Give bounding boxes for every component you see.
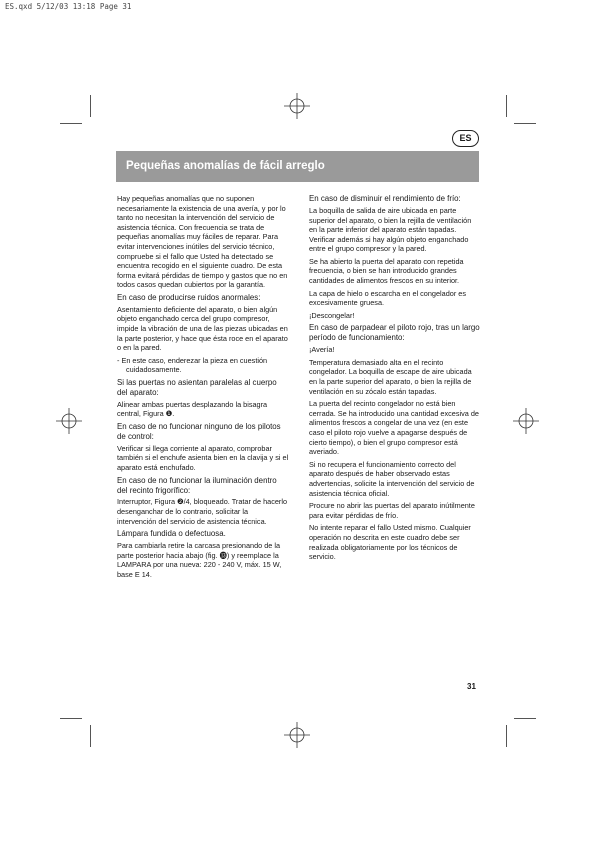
- crop-mark: [60, 123, 82, 124]
- crop-mark: [514, 123, 536, 124]
- paragraph: ¡Descongelar!: [309, 310, 355, 320]
- paragraph: La boquilla de salida de aire ubicada en parte superior del aparato, o bien la rejilla de ventilación en la parte inferior del aparato están tapadas. Verificar además si hay algún objeto enganchado entre el grupo compresor y la pared.: [309, 205, 472, 254]
- section-heading: En caso de parpadear el piloto rojo, tras un largo período de funcionamiento:: [309, 323, 480, 343]
- language-badge: ES: [452, 130, 479, 147]
- left-column: [117, 194, 289, 582]
- paragraph: La puerta del recinto congelador no está bien cerrada. Se ha introducido una cantidad excesiva de alimentos frescos a congelar de una vez (en este caso el piloto rojo vuelve a apagarse después de cierto tiempo), o bien el grupo compresor está averiado.: [309, 399, 479, 457]
- section-heading: En caso de disminuir el rendimiento de frío:: [309, 194, 461, 203]
- paragraph: No intente reparar el fallo Usted mismo. Cualquier operación no descrita en este cuadro debe ser realizada obligatoriamente por los técnicos de servicio.: [309, 523, 471, 562]
- paragraph: Verificar si llega corriente al aparato, comprobar también si el enchufe asienta bien en la clavija y si el aparato está enchufado.: [117, 443, 289, 472]
- paragraph: Interruptor, Figura ❷/4, bloqueado. Tratar de hacerlo desenganchar de lo contrario, solicitar la intervención del servicio de asistencia técnica.: [117, 497, 288, 526]
- section-heading: Lámpara fundida o defectuosa.: [117, 529, 226, 539]
- print-slug: ES.qxd 5/12/03 13:18 Page 31: [5, 2, 132, 11]
- paragraph: Temperatura demasiado alta en el recinto congelador. La boquilla de escape de aire ubicada en la parte superior del aparato, o bien la rejilla de ventilación en su zócalo están tapadas.: [309, 357, 472, 396]
- section-heading: En caso de producirse ruidos anormales:: [117, 292, 261, 302]
- paragraph: Si no recupera el funcionamiento correcto del aparato después de haber observado estas advertencias, solicite la intervención del servicio de asistencia técnica oficial.: [309, 459, 475, 498]
- crop-mark: [506, 725, 507, 747]
- page-number: 31: [467, 682, 476, 691]
- registration-mark-icon: [284, 93, 310, 119]
- section-heading: Si las puertas no asientan paralelas al cuerpo del aparato:: [117, 378, 277, 397]
- section-heading: En caso de no funcionar ninguno de los pilotos de control:: [117, 422, 281, 441]
- crop-mark: [506, 95, 507, 117]
- paragraph: ¡Avería!: [309, 345, 335, 355]
- bullet-item: - En este caso, enderezar la pieza en cuestión cuidadosamente.: [117, 355, 268, 375]
- section-heading: En caso de no funcionar la iluminación dentro del recinto frigorífico:: [117, 475, 277, 495]
- right-column: [309, 194, 481, 565]
- paragraph: Hay pequeñas anomalías que no suponen necesariamente la existencia de una avería, y por lo tanto no necesitan la intervención del servicio de asistencia técnica. Con frecuencia se trata de pequeñas anomalías muy fáciles de reparar. Para evitar intervenciones inútiles del servicio técnico, compruebe si el fallo que Usted ha detectado se encuentra recogido en el siguiente cuadro. De esta forma evitará pérdidas de tiempo y gastos que no en todos casos quedan cubiertos por la garantía.: [117, 194, 288, 290]
- crop-mark: [90, 725, 91, 747]
- registration-mark-icon: [513, 408, 539, 434]
- registration-mark-icon: [56, 408, 82, 434]
- crop-mark: [514, 718, 536, 719]
- paragraph: Procure no abrir las puertas del aparato inútilmente para evitar pérdidas de frío.: [309, 501, 475, 520]
- paragraph: Se ha abierto la puerta del aparato con repetida frecuencia, o bien se han introducido grandes cantidades de alimentos frescos en su interior.: [309, 256, 464, 286]
- paragraph: Alinear ambas puertas desplazando la bisagra central, Figura ❶.: [117, 399, 268, 419]
- registration-mark-icon: [284, 722, 310, 748]
- paragraph: La capa de hielo o escarcha en el congelador es excesivamente gruesa.: [309, 288, 466, 308]
- crop-mark: [60, 718, 82, 719]
- paragraph: Para cambiarla retire la carcasa presionando de la parte posterior hacia abajo (fig. ⓭) y reemplace la LAMPARA por una nueva: 220 - 240 V, máx. 15 W, base E 14.: [117, 541, 282, 579]
- paragraph: Asentamiento deficiente del aparato, o bien algún objeto enganchado cerca del grupo compresor, impide la vibración de una de las piezas ubicadas en la parte posterior, y hace que ésta roce en el aparato o en la pared.: [117, 304, 288, 353]
- section-title: Pequeñas anomalías de fácil arreglo: [116, 151, 479, 182]
- crop-mark: [90, 95, 91, 117]
